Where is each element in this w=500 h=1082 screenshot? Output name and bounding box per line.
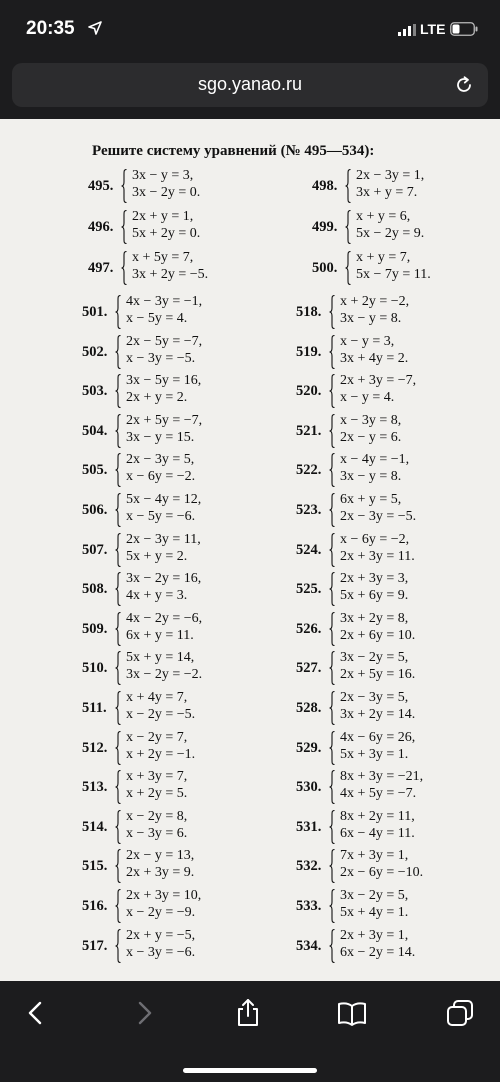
equation-line: x − 2y = 7, — [126, 729, 188, 745]
equation-number: 530. — [296, 779, 322, 796]
equation-line: 2x + y = −5, — [126, 927, 196, 943]
brace-icon — [115, 533, 121, 567]
equation-line: 4x − 2y = −6, — [126, 610, 203, 626]
equation-number: 496. — [88, 219, 114, 235]
equation-number: 512. — [82, 739, 108, 756]
equation-number: 501. — [82, 304, 108, 320]
equation-system — [312, 250, 482, 288]
equation-system — [82, 809, 252, 847]
equation-line: 5x + y = 14, — [126, 650, 195, 666]
equation-line: x − 4y = −1, — [340, 452, 410, 468]
equation-line: 2x + 3y = 1, — [340, 927, 409, 943]
brace-icon — [329, 731, 335, 765]
equation-number: 525. — [296, 581, 322, 598]
equation-number: 499. — [312, 219, 338, 235]
equation-system — [296, 413, 466, 451]
equation-number: 528. — [296, 700, 322, 716]
equation-line: 5x − 4y = 12, — [126, 492, 202, 507]
equation-number: 517. — [82, 937, 108, 954]
equation-line: 8x + 2y = 11, — [340, 808, 415, 824]
page-heading: Решите систему уравнений (№ 495—534): — [92, 143, 375, 159]
brace-icon — [115, 414, 121, 448]
brace-icon — [115, 929, 121, 963]
equation-line: 2x − 3y = 5, — [340, 690, 409, 705]
equation-line: 2x − 3y = 11, — [126, 531, 201, 547]
equation-number: 508. — [82, 581, 108, 598]
equation-line: 5x + 2y = 0. — [132, 226, 201, 241]
back-chevron-icon[interactable] — [20, 997, 52, 1029]
equation-system — [88, 250, 258, 288]
equation-system — [296, 848, 466, 886]
equation-number: 529. — [296, 739, 322, 756]
equation-line: 3x + y = 7. — [356, 185, 418, 200]
equation-system — [296, 611, 466, 649]
browser-toolbar — [0, 981, 500, 1082]
equation-line: 3x + 2y = 8, — [340, 610, 409, 626]
equation-number: 515. — [82, 858, 108, 875]
equation-line: x + y = 7, — [356, 250, 411, 265]
equation-system — [88, 209, 258, 247]
equation-line: 8x + 3y = −21, — [340, 769, 424, 785]
brace-icon — [329, 849, 335, 883]
equation-line: x − 5y = −6. — [126, 509, 196, 524]
brace-icon — [329, 453, 335, 487]
equation-line: 7x + 3y = 1, — [340, 848, 409, 864]
equation-system — [296, 452, 466, 490]
battery-icon — [450, 22, 478, 36]
equation-line: x + y = 6, — [356, 209, 411, 224]
equation-line: 2x + y = 2. — [126, 390, 188, 406]
brace-icon — [345, 251, 351, 285]
equation-line: 2x − 6y = −10. — [340, 865, 424, 881]
page-content — [0, 119, 500, 981]
equation-number: 504. — [82, 422, 108, 439]
equation-line: 4x − 6y = 26, — [340, 729, 416, 745]
equation-line: x + 4y = 7, — [126, 690, 188, 705]
brace-icon — [329, 889, 335, 923]
forward-chevron-icon[interactable] — [128, 997, 160, 1029]
equation-system — [296, 650, 466, 688]
equation-number: 511. — [82, 700, 107, 716]
brace-icon — [115, 770, 121, 804]
equation-number: 531. — [296, 818, 322, 835]
brace-icon — [115, 612, 121, 646]
equation-system — [82, 452, 252, 490]
brace-icon — [115, 295, 121, 329]
brace-icon — [115, 731, 121, 765]
equation-system — [82, 690, 252, 728]
equation-number: 521. — [296, 422, 322, 439]
status-bar — [0, 0, 500, 58]
equation-line: 3x − y = 8. — [340, 469, 402, 485]
equation-system — [296, 690, 466, 728]
equation-system — [296, 373, 466, 411]
equation-line: 6x − 4y = 11. — [340, 825, 415, 841]
equation-system — [82, 611, 252, 649]
brace-icon — [115, 572, 121, 606]
equation-system — [312, 168, 482, 206]
brace-icon — [329, 295, 335, 329]
equation-number: 520. — [296, 383, 322, 400]
equation-system — [296, 888, 466, 926]
brace-icon — [329, 691, 335, 725]
brace-icon — [345, 210, 351, 244]
brace-icon — [329, 335, 335, 369]
equation-number: 534. — [296, 937, 322, 954]
equation-number: 523. — [296, 502, 322, 518]
equation-system — [82, 571, 252, 609]
equation-line: 2x − 3y = 5, — [126, 452, 195, 468]
equation-line: 2x − 3y = −5. — [340, 509, 417, 524]
network-type: LTE — [420, 21, 446, 37]
brace-icon — [115, 651, 121, 685]
equation-line: x − 5y = 4. — [126, 311, 188, 326]
equation-number: 513. — [82, 779, 108, 796]
equation-system — [82, 532, 252, 570]
equation-number: 503. — [82, 383, 108, 400]
equation-line: x + 2y = −1. — [126, 746, 196, 762]
equation-system — [296, 928, 466, 966]
brace-icon — [115, 335, 121, 369]
equation-system — [82, 373, 252, 411]
equation-line: 4x − 3y = −1, — [126, 294, 203, 309]
equation-line: 3x + 2y = 14. — [340, 707, 416, 722]
equation-number: 506. — [82, 502, 108, 518]
address-bar[interactable] — [12, 63, 488, 107]
equation-number: 497. — [88, 260, 114, 276]
equation-system — [296, 334, 466, 372]
equation-line: 3x − y = 8. — [340, 311, 402, 326]
equation-line: 2x + 3y = 11. — [340, 548, 415, 564]
equation-line: 5x + 4y = 1. — [340, 905, 409, 920]
equation-system — [82, 848, 252, 886]
equation-number: 519. — [296, 343, 322, 360]
brace-icon — [115, 849, 121, 883]
equation-system — [296, 294, 466, 332]
brace-icon — [329, 533, 335, 567]
equation-number: 516. — [82, 898, 108, 914]
equation-line: x − 6y = −2. — [126, 469, 196, 485]
equation-number: 524. — [296, 541, 322, 558]
brace-icon — [329, 651, 335, 685]
equation-system — [82, 294, 252, 332]
equation-number: 507. — [82, 541, 108, 558]
brace-icon — [115, 810, 121, 844]
bookmarks-book-icon[interactable] — [336, 997, 368, 1029]
equation-number: 495. — [88, 178, 114, 194]
equation-line: x + 2y = −2, — [340, 294, 410, 309]
equation-line: 3x + 2y = −5. — [132, 267, 209, 282]
equation-number: 527. — [296, 660, 322, 677]
equation-number: 532. — [296, 858, 322, 875]
equation-line: x − 3y = −6. — [126, 944, 196, 960]
equation-line: x + 5y = 7, — [132, 250, 194, 265]
equation-line: x − 3y = 8, — [340, 412, 402, 428]
equation-line: 2x + 3y = 3, — [340, 571, 409, 587]
brace-icon — [115, 889, 121, 923]
equation-system — [82, 334, 252, 372]
equation-line: 2x + 6y = 10. — [340, 627, 416, 643]
equation-line: 5x + 3y = 1. — [340, 746, 409, 762]
equation-line: 5x + y = 2. — [126, 548, 188, 564]
equation-line: x − y = 3, — [340, 333, 395, 349]
brace-icon — [329, 770, 335, 804]
equation-system — [82, 413, 252, 451]
equation-line: 2x − 3y = 1, — [356, 168, 425, 183]
equation-line: 2x + 5y = 16. — [340, 667, 416, 683]
equation-number: 533. — [296, 898, 322, 914]
signal-bars-icon — [398, 24, 416, 36]
equation-line: 2x + 3y = 10, — [126, 888, 202, 903]
equation-line: 3x − 2y = 0. — [132, 185, 201, 200]
share-icon[interactable] — [232, 997, 264, 1029]
equation-line: 2x + 3y = −7, — [340, 373, 417, 389]
equation-number: 502. — [82, 343, 108, 360]
equation-line: x − 2y = −9. — [126, 905, 196, 920]
brace-icon — [121, 210, 127, 244]
brace-icon — [121, 251, 127, 285]
location-arrow-icon — [88, 21, 102, 35]
equation-line: x + 3y = 7, — [126, 769, 188, 785]
brace-icon — [329, 493, 335, 527]
brace-icon — [345, 169, 351, 203]
equation-line: 3x − 2y = 16, — [126, 571, 202, 587]
equation-number: 518. — [296, 304, 322, 320]
equation-line: 4x + y = 3. — [126, 588, 188, 604]
equation-line: 2x − 5y = −7, — [126, 333, 203, 349]
tabs-icon[interactable] — [444, 997, 476, 1029]
equation-system — [82, 928, 252, 966]
equation-line: 3x + 4y = 2. — [340, 350, 409, 366]
reload-icon[interactable] — [454, 75, 474, 95]
equation-number: 505. — [82, 462, 108, 479]
brace-icon — [329, 572, 335, 606]
equation-system — [296, 809, 466, 847]
equation-line: x − y = 4. — [340, 390, 395, 406]
equation-line: 2x + 3y = 9. — [126, 865, 195, 881]
equation-system — [296, 532, 466, 570]
status-time: 20:35 — [26, 18, 75, 39]
home-indicator[interactable] — [183, 1068, 317, 1073]
equation-system — [88, 168, 258, 206]
equation-line: 3x − y = 15. — [126, 429, 195, 445]
brace-icon — [115, 493, 121, 527]
brace-icon — [115, 453, 121, 487]
equation-line: 3x − 2y = 5, — [340, 650, 409, 666]
url-text[interactable]: sgo.yanao.ru — [197, 74, 303, 94]
equation-system — [82, 769, 252, 807]
equation-number: 498. — [312, 178, 338, 194]
equation-system — [296, 492, 466, 530]
equation-number: 510. — [82, 660, 108, 677]
equation-number: 526. — [296, 620, 322, 637]
brace-icon — [121, 169, 127, 203]
equation-line: 2x + y = 1, — [132, 209, 194, 224]
brace-icon — [329, 612, 335, 646]
equation-line: 4x + 5y = −7. — [340, 786, 417, 802]
brace-icon — [329, 374, 335, 408]
brace-icon — [329, 414, 335, 448]
equation-line: 2x − y = 6. — [340, 429, 402, 445]
brace-icon — [115, 691, 121, 725]
equation-system — [296, 571, 466, 609]
equation-line: 5x + 6y = 9. — [340, 588, 409, 604]
equation-line: 2x + 5y = −7, — [126, 412, 203, 428]
equation-system — [82, 888, 252, 926]
equation-line: 3x − 2y = −2. — [126, 667, 203, 683]
equation-line: x − 6y = −2, — [340, 531, 410, 547]
brace-icon — [329, 810, 335, 844]
equation-system — [82, 650, 252, 688]
equation-line: x − 3y = −5. — [126, 350, 196, 366]
equation-line: 6x − 2y = 14. — [340, 944, 416, 960]
equation-system — [296, 769, 466, 807]
equation-line: 6x + y = 11. — [126, 627, 194, 643]
equation-number: 509. — [82, 620, 108, 637]
equation-line: 2x − y = 13, — [126, 848, 195, 864]
equation-line: 6x + y = 5, — [340, 492, 402, 507]
equation-line: 3x − y = 3, — [132, 168, 194, 183]
equation-line: 3x − 5y = 16, — [126, 373, 202, 389]
equation-number: 500. — [312, 260, 338, 276]
equation-line: 3x − 2y = 5, — [340, 888, 409, 903]
equation-system — [312, 209, 482, 247]
equation-number: 514. — [82, 818, 108, 835]
equation-line: x + 2y = 5. — [126, 786, 188, 802]
equation-line: 5x − 2y = 9. — [356, 226, 425, 241]
brace-icon — [329, 929, 335, 963]
equation-system — [82, 730, 252, 768]
equation-line: x − 3y = 6. — [126, 825, 188, 841]
equation-line: x − 2y = 8, — [126, 808, 188, 824]
equation-line: x − 2y = −5. — [126, 707, 196, 722]
equation-system — [82, 492, 252, 530]
equation-line: 5x − 7y = 11. — [356, 267, 431, 282]
equation-number: 522. — [296, 462, 322, 479]
brace-icon — [115, 374, 121, 408]
equation-system — [296, 730, 466, 768]
